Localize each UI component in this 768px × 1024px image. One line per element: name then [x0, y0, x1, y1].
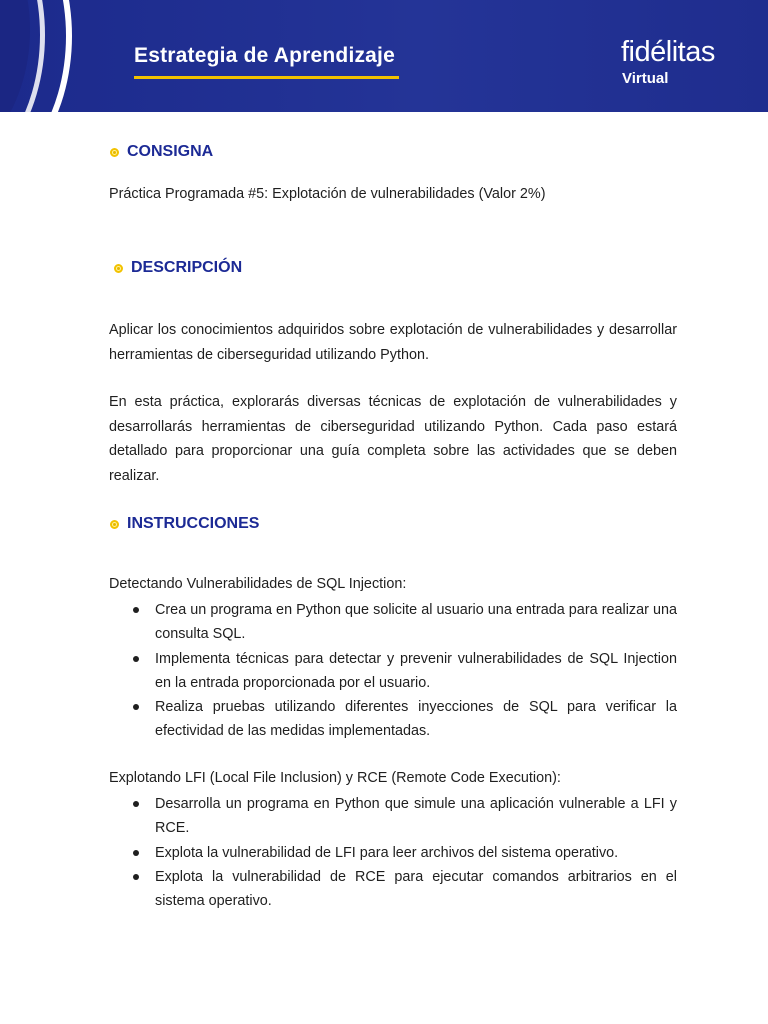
list-item-text: Implementa técnicas para detectar y prevenir vulnerabilidades de SQL Injection en la entrada proporcionada por el usuario.: [155, 650, 677, 691]
description-paragraph-1: Aplicar los conocimientos adquiridos sobre explotación de vulnerabilidades y desarrollar herramientas de ciberseguridad utilizando Python.: [109, 322, 677, 363]
bullet-icon: [133, 874, 139, 880]
yellow-bullet-icon: [110, 148, 119, 157]
yellow-bullet-icon: [114, 264, 123, 273]
section-heading-label: INSTRUCCIONES: [127, 515, 260, 532]
bullet-icon: [133, 801, 139, 807]
section-heading-instrucciones: [110, 515, 259, 533]
list-item: [109, 841, 677, 865]
list-item-text: Explota la vulnerabilidad de RCE para ejecutar comandos arbitrarios en el sistema operativo.: [155, 868, 677, 910]
list-item-text: Explota la vulnerabilidad de LFI para leer archivos del sistema operativo.: [155, 844, 619, 861]
page-title: Estrategia de Aprendizaje: [134, 44, 395, 67]
bullet-icon: [133, 704, 139, 710]
header-decorative-arc: [0, 0, 72, 112]
logo-subtitle: Virtual: [622, 70, 669, 87]
section-heading-label: CONSIGNA: [127, 143, 214, 160]
group-title-sql-injection: Detectando Vulnerabilidades de SQL Injection:: [109, 576, 407, 592]
yellow-bullet-icon: [110, 520, 119, 529]
description-paragraph-2: En esta práctica, explorarás diversas técnicas de explotación de vulnerabilidades y desarrollarás herramientas de ciberseguridad utilizando Python. Cada paso estará detallado para proporcionar una guía completa sobre las actividades que se deben realizar.: [109, 394, 677, 484]
bullet-icon: [133, 607, 139, 613]
bullet-icon: [133, 656, 139, 662]
list-item-text: Realiza pruebas utilizando diferentes inyecciones de SQL para verificar la efectividad de las medidas implementadas.: [155, 699, 677, 740]
assignment-line: [109, 186, 546, 202]
list-item: [109, 865, 677, 914]
lfi-rce-list: [109, 792, 677, 913]
section-heading-consigna: [110, 143, 213, 161]
title-underline: [134, 76, 399, 79]
assignment-label: Práctica Programada #5:: [109, 186, 269, 202]
bullet-icon: [133, 850, 139, 856]
section-heading-label: DESCRIPCIÓN: [131, 259, 243, 276]
group-title-lfi-rce: Explotando LFI (Local File Inclusion) y RCE (Remote Code Execution):: [109, 770, 561, 786]
assignment-text: Explotación de vulnerabilidades (Valor 2%): [268, 186, 546, 202]
list-item: [109, 695, 677, 744]
fidelitas-logo: [621, 36, 741, 96]
list-item-text: Desarrolla un programa en Python que simule una aplicación vulnerable a LFI y RCE.: [155, 796, 677, 837]
section-heading-descripcion: [114, 259, 242, 277]
sql-injection-list: [109, 598, 677, 744]
list-item-text: Crea un programa en Python que solicite al usuario una entrada para realizar una consulta SQL.: [155, 602, 677, 643]
list-item: [109, 792, 677, 841]
list-item: [109, 598, 677, 647]
list-item: [109, 647, 677, 696]
logo-wordmark: fidélitas: [621, 36, 715, 68]
page-header: [0, 0, 768, 112]
